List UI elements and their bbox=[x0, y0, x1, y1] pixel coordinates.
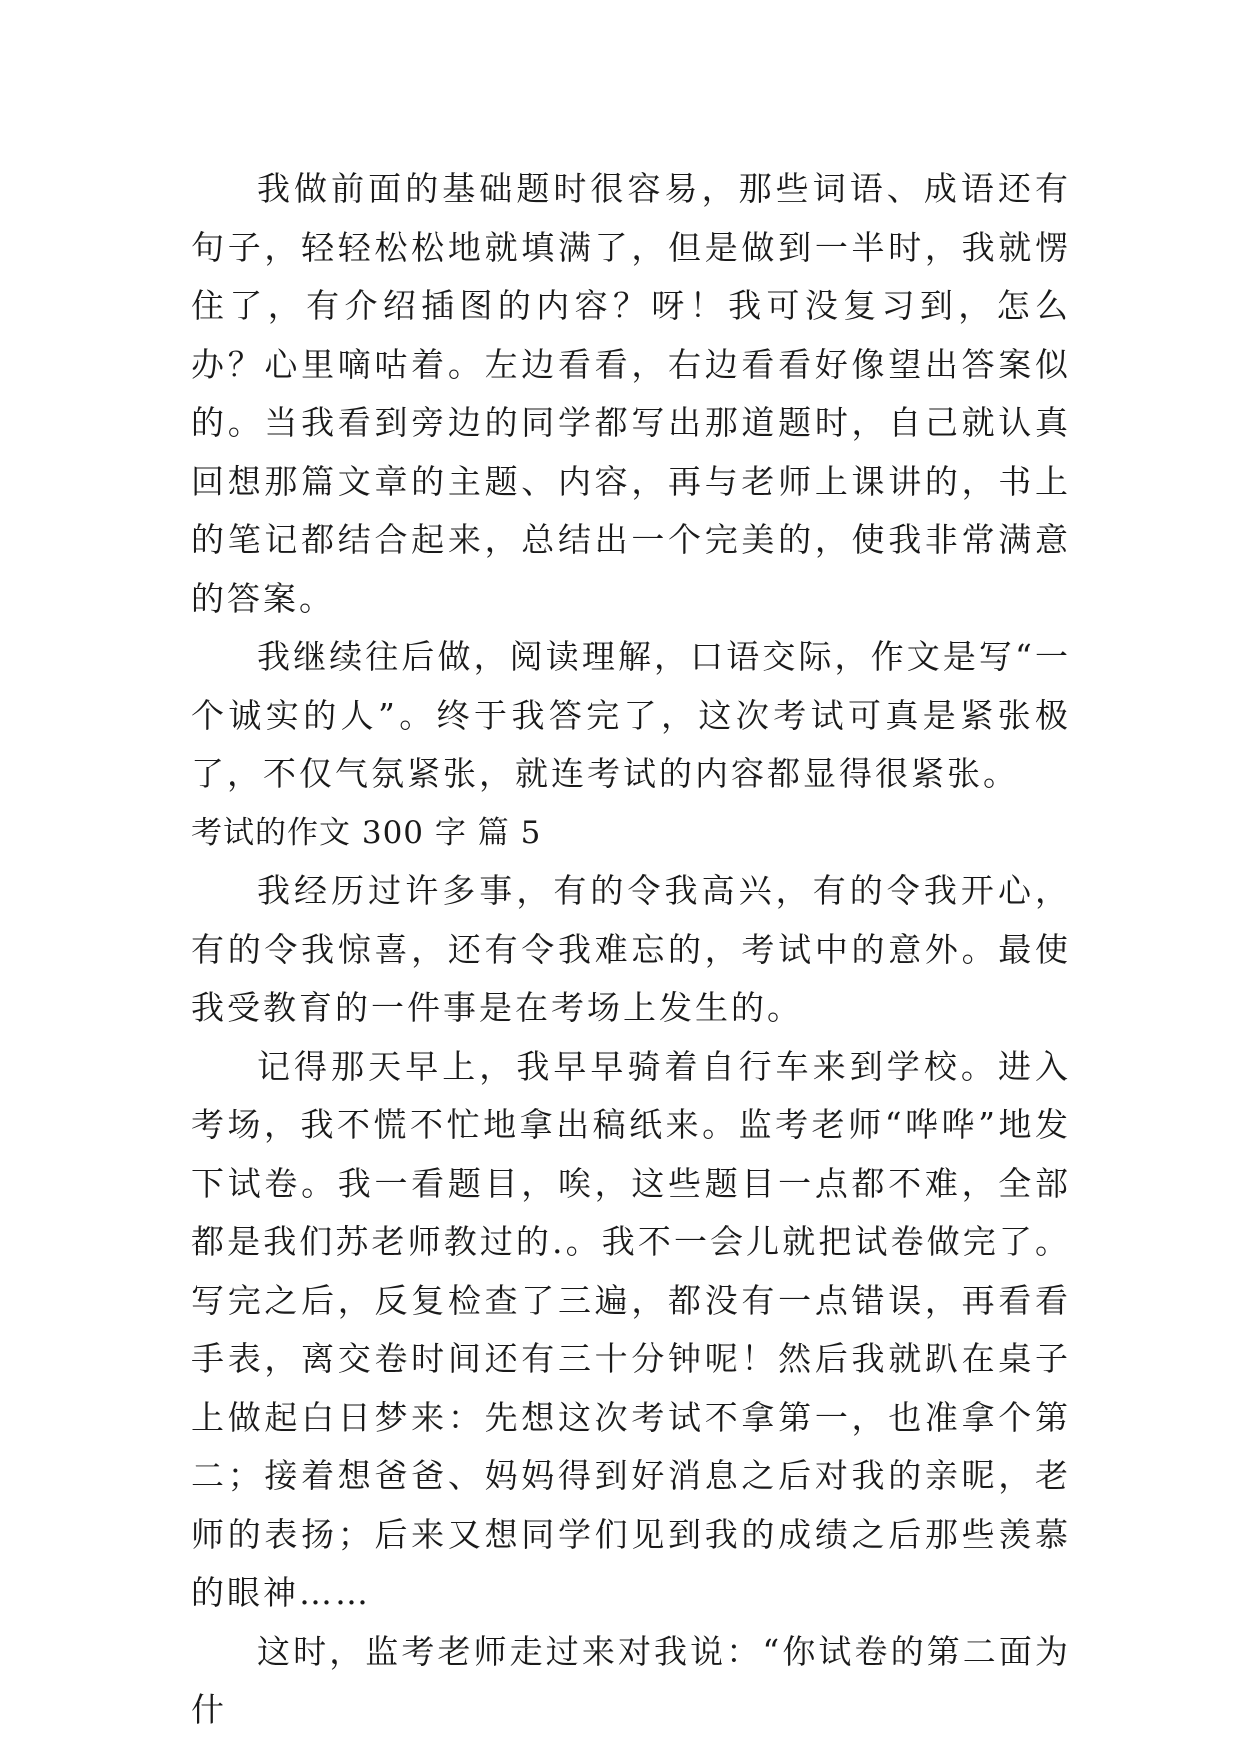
paragraph-teacher-speaks: 这时，监考老师走过来对我说：“你试卷的第二面为什 bbox=[191, 1631, 1071, 1729]
document-body bbox=[191, 160, 1071, 1740]
paragraph-continue-answering: 我继续往后做，阅读理解，口语交际，作文是写“一个诚实的人”。终于我答完了，这次考试可真是紧张极了，不仅气氛紧张，就连考试的内容都显得很紧张。 bbox=[191, 637, 1071, 793]
paragraph-experiences: 我经历过许多事，有的令我高兴，有的令我开心，有的令我惊喜，还有令我难忘的，考试中的意外。最使我受教育的一件事是在考场上发生的。 bbox=[191, 871, 1071, 1027]
paragraph-basic-questions: 我做前面的基础题时很容易，那些词语、成语还有句子，轻轻松松地就填满了，但是做到一半时，我就愣住了，有介绍插图的内容？呀！我可没复习到，怎么办？心里嘀咕着。左边看看，右边看看好像望出答案似的。当我看到旁边的同学都写出那道题时，自己就认真回想那篇文章的主题、内容，再与老师上课讲的，书上的笔记都结合起来，总结出一个完美的，使我非常满意的答案。 bbox=[191, 169, 1071, 618]
section-heading: 考试的作文 300 字 篇 5 bbox=[191, 814, 542, 851]
paragraph-exam-morning: 记得那天早上，我早早骑着自行车来到学校。进入考场，我不慌不忙地拿出稿纸来。监考老师“哗哗”地发下试卷。我一看题目，唉，这些题目一点都不难，全部都是我们苏老师教过的.。我不一会儿就把试卷做完了。写完之后，反复检查了三遍，都没有一点错误，再看看手表，离交卷时间还有三十分钟呢！然后我就趴在桌子上做起白日梦来：先想这次考试不拿第一，也准拿个第二；接着想爸爸、妈妈得到好消息之后对我的亲昵，老师的表扬；后来又想同学们见到我的成绩之后那些羡慕的眼神…… bbox=[191, 1046, 1071, 1612]
